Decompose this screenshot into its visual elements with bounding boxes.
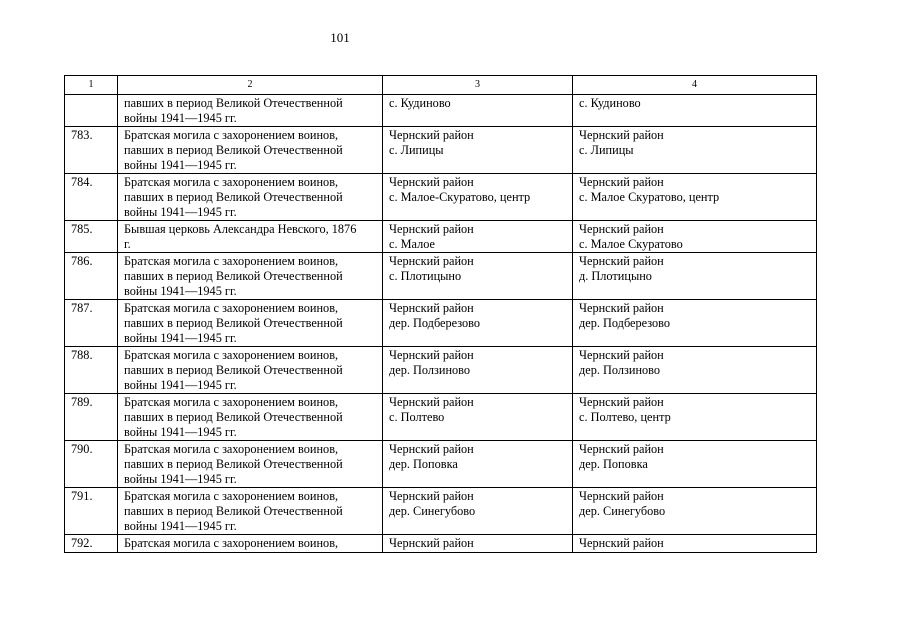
table-row xyxy=(65,488,817,535)
row-number xyxy=(65,95,118,127)
object-name-cell xyxy=(118,535,383,553)
object-name-line: войны 1941—1945 гг. xyxy=(124,205,237,219)
object-name-line: павших в период Великой Отечественной xyxy=(124,316,343,330)
address-cell xyxy=(573,174,817,221)
object-name-cell xyxy=(118,441,383,488)
location-cell xyxy=(383,174,573,221)
table-row xyxy=(65,127,817,174)
object-name-cell xyxy=(118,347,383,394)
location-cell xyxy=(383,488,573,535)
row-number: 784. xyxy=(65,174,118,221)
location-line: Чернский район xyxy=(389,395,474,409)
object-name-cell xyxy=(118,221,383,253)
address-line: Чернский район xyxy=(579,348,664,362)
address-cell xyxy=(573,221,817,253)
address-line: дер. Поповка xyxy=(579,457,648,471)
location-line: дер. Подберезово xyxy=(389,316,481,330)
table-row xyxy=(65,95,817,127)
location-cell xyxy=(383,300,573,347)
address-line: Чернский район xyxy=(579,395,664,409)
address-line: Чернский район xyxy=(579,489,664,503)
column-header-1: 1 xyxy=(65,76,118,95)
location-line: с. Малое xyxy=(389,237,435,251)
row-number: 785. xyxy=(65,221,118,253)
object-name-line: войны 1941—1945 гг. xyxy=(124,284,237,298)
object-name-line: Братская могила с захоронением воинов, xyxy=(124,254,339,268)
object-name-line: войны 1941—1945 гг. xyxy=(124,378,237,392)
row-number: 790. xyxy=(65,441,118,488)
location-cell xyxy=(383,535,573,553)
table-row xyxy=(65,253,817,300)
object-name-cell xyxy=(118,394,383,441)
heritage-registry-table xyxy=(64,75,817,553)
address-line: с. Малое Скуратово xyxy=(579,237,683,251)
row-number: 788. xyxy=(65,347,118,394)
address-line: с. Полтево, центр xyxy=(579,410,671,424)
address-cell xyxy=(573,347,817,394)
object-name-line: павших в период Великой Отечественной xyxy=(124,96,343,110)
object-name-line: войны 1941—1945 гг. xyxy=(124,519,237,533)
object-name-line: Братская могила с захоронением воинов, xyxy=(124,301,339,315)
address-line: Чернский район xyxy=(579,536,664,550)
address-line: Чернский район xyxy=(579,175,664,189)
location-line: дер. Синегубово xyxy=(389,504,476,518)
location-line: с. Липицы xyxy=(389,143,444,157)
table-row xyxy=(65,535,817,553)
object-name-line: г. xyxy=(124,237,131,251)
table-row xyxy=(65,394,817,441)
object-name-line: павших в период Великой Отечественной xyxy=(124,363,343,377)
address-cell xyxy=(573,441,817,488)
object-name-line: войны 1941—1945 гг. xyxy=(124,472,237,486)
address-cell xyxy=(573,535,817,553)
address-line: Чернский район xyxy=(579,301,664,315)
location-line: с. Полтево xyxy=(389,410,445,424)
object-name-line: павших в период Великой Отечественной xyxy=(124,143,343,157)
object-name-line: Братская могила с захоронением воинов, xyxy=(124,175,339,189)
location-line: дер. Поповка xyxy=(389,457,458,471)
column-header-3: 3 xyxy=(383,76,573,95)
row-number: 783. xyxy=(65,127,118,174)
address-line: дер. Ползиново xyxy=(579,363,661,377)
location-cell xyxy=(383,394,573,441)
object-name-line: Бывшая церковь Александра Невского, 1876 xyxy=(124,222,357,236)
location-cell xyxy=(383,441,573,488)
object-name-line: войны 1941—1945 гг. xyxy=(124,111,237,125)
address-cell xyxy=(573,127,817,174)
table-row xyxy=(65,174,817,221)
location-line: Чернский район xyxy=(389,222,474,236)
address-cell xyxy=(573,488,817,535)
object-name-line: павших в период Великой Отечественной xyxy=(124,190,343,204)
object-name-cell xyxy=(118,488,383,535)
object-name-cell xyxy=(118,174,383,221)
address-line: Чернский район xyxy=(579,222,664,236)
address-line: дер. Подберезово xyxy=(579,316,671,330)
address-line: с. Липицы xyxy=(579,143,634,157)
address-cell xyxy=(573,95,817,127)
object-name-line: Братская могила с захоронением воинов, xyxy=(124,128,339,142)
location-line: с. Кудиново xyxy=(389,96,451,110)
address-cell xyxy=(573,394,817,441)
address-line: с. Кудиново xyxy=(579,96,641,110)
row-number: 786. xyxy=(65,253,118,300)
location-line: дер. Ползиново xyxy=(389,363,471,377)
location-line: Чернский район xyxy=(389,348,474,362)
address-cell xyxy=(573,300,817,347)
table-body xyxy=(65,95,817,553)
location-cell xyxy=(383,127,573,174)
address-cell xyxy=(573,253,817,300)
address-line: Чернский район xyxy=(579,254,664,268)
object-name-line: войны 1941—1945 гг. xyxy=(124,331,237,345)
table-row xyxy=(65,347,817,394)
location-line: Чернский район xyxy=(389,254,474,268)
row-number: 789. xyxy=(65,394,118,441)
object-name-line: павших в период Великой Отечественной xyxy=(124,410,343,424)
column-number-row xyxy=(65,76,817,95)
object-name-line: павших в период Великой Отечественной xyxy=(124,269,343,283)
location-line: Чернский район xyxy=(389,536,474,550)
object-name-line: Братская могила с захоронением воинов, xyxy=(124,442,339,456)
object-name-line: Братская могила с захоронением воинов, xyxy=(124,348,339,362)
object-name-line: Братская могила с захоронением воинов, xyxy=(124,489,339,503)
object-name-line: войны 1941—1945 гг. xyxy=(124,425,237,439)
address-line: д. Плотицыно xyxy=(579,269,652,283)
location-cell xyxy=(383,221,573,253)
row-number: 787. xyxy=(65,300,118,347)
address-line: дер. Синегубово xyxy=(579,504,666,518)
object-name-cell xyxy=(118,127,383,174)
address-line: Чернский район xyxy=(579,128,664,142)
address-line: с. Малое Скуратово, центр xyxy=(579,190,720,204)
row-number: 792. xyxy=(65,535,118,553)
location-cell xyxy=(383,253,573,300)
location-cell xyxy=(383,347,573,394)
object-name-cell xyxy=(118,95,383,127)
location-line: Чернский район xyxy=(389,175,474,189)
table-row xyxy=(65,300,817,347)
object-name-cell xyxy=(118,253,383,300)
object-name-cell xyxy=(118,300,383,347)
column-header-4: 4 xyxy=(573,76,817,95)
address-line: Чернский район xyxy=(579,442,664,456)
location-line: Чернский район xyxy=(389,442,474,456)
location-line: с. Малое-Скуратово, центр xyxy=(389,190,531,204)
column-header-2: 2 xyxy=(118,76,383,95)
object-name-line: Братская могила с захоронением воинов, xyxy=(124,536,339,550)
location-line: Чернский район xyxy=(389,489,474,503)
location-line: Чернский район xyxy=(389,301,474,315)
location-line: Чернский район xyxy=(389,128,474,142)
table-row xyxy=(65,441,817,488)
location-line: с. Плотицыно xyxy=(389,269,462,283)
object-name-line: войны 1941—1945 гг. xyxy=(124,158,237,172)
location-cell xyxy=(383,95,573,127)
object-name-line: Братская могила с захоронением воинов, xyxy=(124,395,339,409)
page-number: 101 xyxy=(330,30,350,45)
object-name-line: павших в период Великой Отечественной xyxy=(124,457,343,471)
object-name-line: павших в период Великой Отечественной xyxy=(124,504,343,518)
row-number: 791. xyxy=(65,488,118,535)
table-row xyxy=(65,221,817,253)
